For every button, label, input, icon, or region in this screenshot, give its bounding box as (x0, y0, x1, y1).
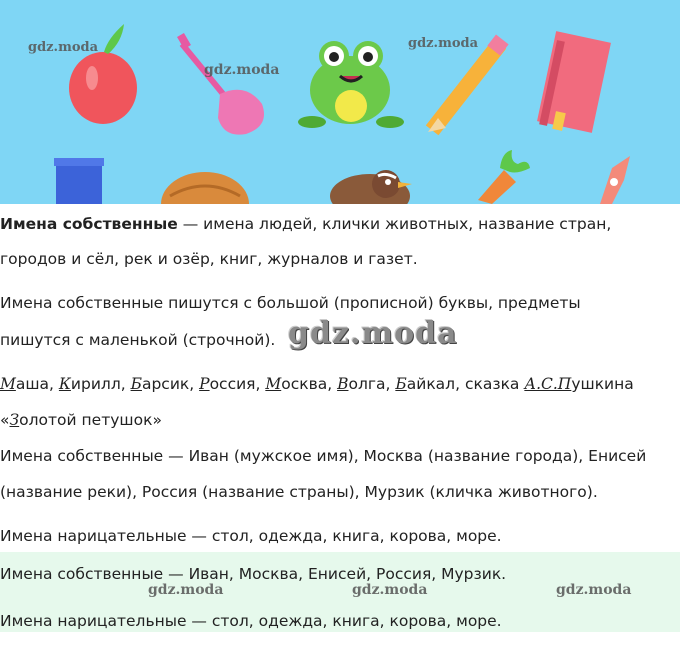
capital-letter: Б (130, 375, 142, 393)
example-word-rest: айкал, сказка (406, 375, 525, 393)
common-nouns-line: Имена нарицательные — стол, одежда, книга, корова, море. (0, 527, 502, 545)
definition-term: Имена собственные (0, 215, 178, 233)
header-illustration (0, 0, 680, 204)
example-word-rest: осква, (281, 375, 338, 393)
capital-letter: М (265, 375, 282, 393)
examples-line (0, 374, 676, 394)
watermark: gdz.moda (408, 36, 479, 51)
definition-text: — имена людей, клички животных, название стран, (177, 215, 612, 233)
capital-letter: М (0, 375, 16, 393)
capital-letter: А.С.П (524, 375, 572, 393)
capital-letter: К (58, 375, 71, 393)
quote-open: « (0, 411, 10, 429)
rocket-icon (600, 156, 630, 204)
capital-letter: Б (395, 375, 407, 393)
example-word-rest: аша, (15, 375, 59, 393)
capital-letter: Р (199, 375, 210, 393)
frog-icon (298, 41, 404, 128)
answer-proper: Имена собственные — Иван, Москва, Енисей, Россия, Мурзик. (0, 565, 507, 583)
example-word-rest: ушкина (571, 375, 634, 393)
example-word-rest: ирилл, (70, 375, 131, 393)
book-icon (537, 31, 611, 133)
carrot-icon (478, 150, 530, 204)
watermark: gdz.moda (204, 62, 280, 78)
bird-icon (330, 170, 412, 204)
example-word-rest: арсик, (141, 375, 200, 393)
examples-line-2 (0, 410, 676, 430)
bread-icon (161, 172, 249, 204)
apple-icon (69, 24, 137, 124)
watermark-large: gdz.moda (288, 316, 458, 351)
proper-nouns-line-2: (название реки), Россия (название страны), Мурзик (кличка животного). (0, 483, 598, 501)
example-word-rest: олотой петушок» (19, 411, 162, 429)
rule-line-1: Имена собственные пишутся с большой (прописной) буквы, предметы (0, 294, 581, 312)
answer-common: Имена нарицательные — стол, одежда, книга, корова, море. (0, 612, 502, 630)
watermark: gdz.moda (352, 582, 428, 598)
proper-nouns-line-1: Имена собственные — Иван (мужское имя), Москва (название города), Енисей (0, 447, 647, 465)
capital-letter: В (337, 375, 349, 393)
watermark: gdz.moda (556, 582, 632, 598)
capital-letter: З (9, 411, 20, 429)
definition-line-2: городов и сёл, рек и озёр, книг, журналов и газет. (0, 250, 418, 268)
school-items-illustration (0, 0, 680, 204)
cup-icon (54, 158, 104, 204)
shovel-icon (177, 33, 264, 135)
watermark: gdz.moda (148, 582, 224, 598)
watermark: gdz.moda (28, 40, 99, 55)
example-word-rest: олга, (348, 375, 396, 393)
example-word-rest: оссия, (209, 375, 266, 393)
definition-line-1 (0, 214, 676, 234)
rule-line-2: пишутся с маленькой (строчной). (0, 331, 276, 349)
